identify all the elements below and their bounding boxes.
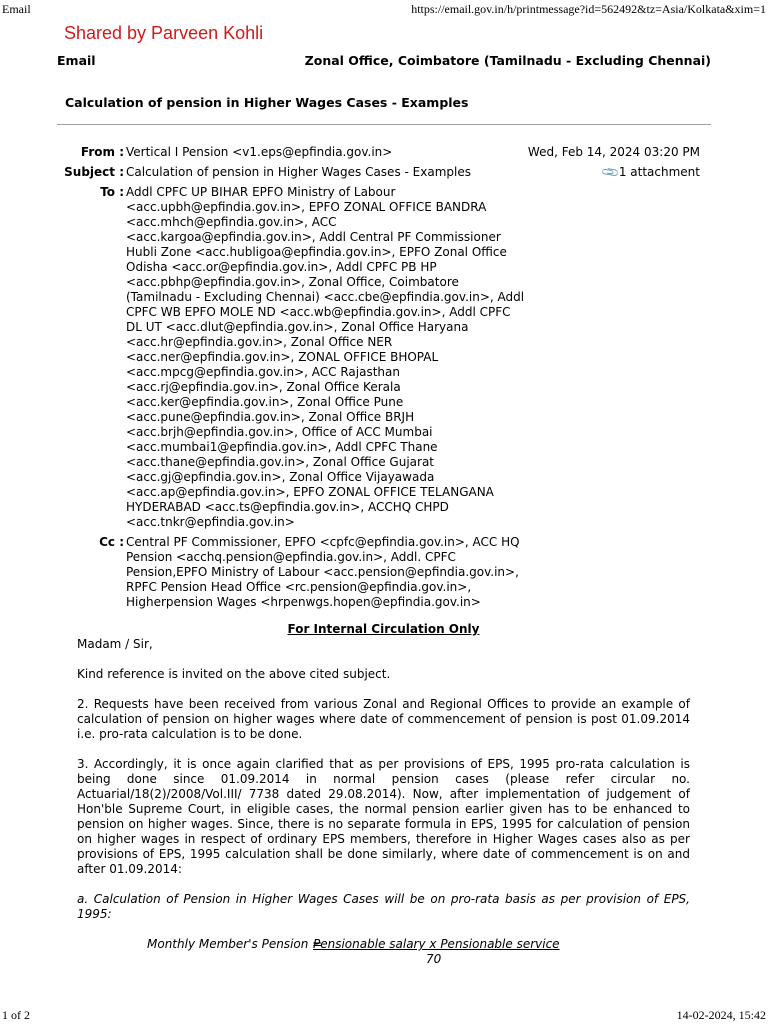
message-body [77, 622, 690, 969]
formula-lhs: Monthly Member's Pension = [147, 937, 323, 951]
salutation: Madam / Sir, [77, 637, 153, 651]
attachment-count: 1 attachment [618, 165, 700, 179]
to-recipients[interactable]: Addl CPFC UP BIHAR EPFO Ministry of Labour <acc.upbh@epfindia.gov.in>, EPFO ZONAL OFFICE BANDRA <acc.mhch@epfindia.gov.in>, ACC <acc.kargoa@epfindia.gov.in>, Addl Central PF Commissioner Hubli Zone <acc.hubligoa@epfindia.gov.in>, EPFO Zonal Office Odisha <acc.or@epfindia.gov.in>, Addl CPFC PB HP <acc.pbhp@epfindia.gov.in>, Zonal Office, Coimbatore (Tamilnadu - Excluding Chennai) <acc.cbe@epfindia.gov.in>, Addl CPFC WB EPFO MOLE ND <acc.wb@epfindia.gov.in>, Addl CPFC DL UT <acc.dlut@epfindia.gov.in>, Zonal Office Haryana <acc.hr@epfindia.gov.in>, Zonal Office NER <acc.ner@epfindia.gov.in>, ZONAL OFFICE BHOPAL <acc.mpcg@epfindia.gov.in>, ACC Rajasthan <acc.rj@epfindia.gov.in>, Zonal Office Kerala <acc.ker@epfindia.gov.in>, Zonal Office Pune <acc.pune@epfindia.gov.in>, Zonal Office BRJH <acc.brjh@epfindia.gov.in>, Office of ACC Mumbai <acc.mumbai1@epfindia.gov.in>, Addl CPFC Thane <acc.thane@epfindia.gov.in>, Zonal Office Gujarat <acc.gj@epfindia.gov.in>, Zonal Office Vijayawada <acc.ap@epfindia.gov.in>, EPFO ZONAL OFFICE TELANGANA HYDERABAD <acc.ts@epfindia.gov.in>, ACCHQ CHPD <acc.tnkr@epfindia.gov.in> [126, 185, 525, 529]
title-divider [57, 124, 711, 125]
from-label: From : [80, 145, 124, 159]
topbar-account: Zonal Office, Coimbatore (Tamilnadu - Excluding Chennai) [304, 53, 711, 68]
paragraph-1: Kind reference is invited on the above cited subject. [77, 667, 391, 681]
cc-row [60, 535, 708, 610]
paragraph-3: 3. Accordingly, it is once again clarified that as per provisions of EPS, 1995 pro-rata calculation is being done since 01.09.2014 in normal pension cases (please refer circular no. Actuarial/18(2)/2008/Vol.III/ 7738 dated 29.08.2014). Now, after implementation of judgement of Hon'ble Supreme Court, in eligible cases, the normal pension earlier given has to be enhanced to pension on higher wages. Since, there is no separate formula in EPS, 1995 for calculation of pension on higher wages in respect of ordinary EPS members, therefore in Higher Wages cases also as per provisions of EPS, 1995 calculation shall be done similarly, where date of commencement is on and after 01.09.2014: [77, 757, 690, 876]
print-header [0, 0, 768, 16]
paragraph-a: a. Calculation of Pension in Higher Wages Cases will be on pro-rata basis as per provision of EPS, 1995: [77, 892, 690, 921]
subject-row [60, 161, 708, 183]
from-row [60, 145, 708, 160]
formula-denominator: 70 [426, 952, 442, 966]
shared-by-note: Shared by Parveen Kohli [64, 23, 264, 43]
formula-numerator: Pensionable salary x Pensionable service [313, 937, 560, 951]
pension-formula [77, 937, 690, 969]
topbar-app-name: Email [57, 53, 96, 68]
circulation-note: For Internal Circulation Only [287, 622, 480, 636]
from-value[interactable]: Vertical I Pension <v1.eps@epfindia.gov.in> [126, 145, 393, 159]
subject-value: Calculation of pension in Higher Wages Cases - Examples [126, 165, 471, 179]
message-date: Wed, Feb 14, 2024 03:20 PM [527, 145, 700, 159]
cc-recipients[interactable]: Central PF Commissioner, EPFO <cpfc@epfindia.gov.in>, ACC HQ Pension <acchq.pension@epfindia.gov.in>, Addl. CPFC Pension,EPFO Ministry of Labour <acc.pension@epfindia.gov.in>, RPFC Pension Head Office <rc.pension@epfindia.gov.in>, Higherpension Wages <hrpenwgs.hopen@epfindia.gov.in> [126, 535, 520, 609]
message-header [60, 145, 708, 610]
message-title: Calculation of pension in Higher Wages Cases - Examples [65, 95, 469, 110]
print-timestamp: 14-02-2024, 15:42 [676, 1008, 766, 1022]
attachment-link[interactable] [599, 161, 700, 183]
print-footer [0, 1006, 768, 1024]
to-label: To : [100, 185, 124, 199]
paragraph-2: 2. Requests have been received from various Zonal and Regional Offices to provide an example of calculation of pension on higher wages where date of commencement of pension is post 01.09.2014 i.e. pro-rata calculation is to be done. [77, 697, 690, 741]
print-header-left: Email [2, 2, 31, 16]
to-row [60, 185, 708, 530]
subject-label: Subject : [64, 165, 124, 179]
paperclip-icon: 📎 [599, 161, 621, 183]
print-header-url: https://email.gov.in/h/printmessage?id=562492&tz=Asia/Kolkata&xim=1 [411, 2, 766, 16]
cc-label: Cc : [99, 535, 124, 549]
page-count: 1 of 2 [2, 1008, 30, 1022]
